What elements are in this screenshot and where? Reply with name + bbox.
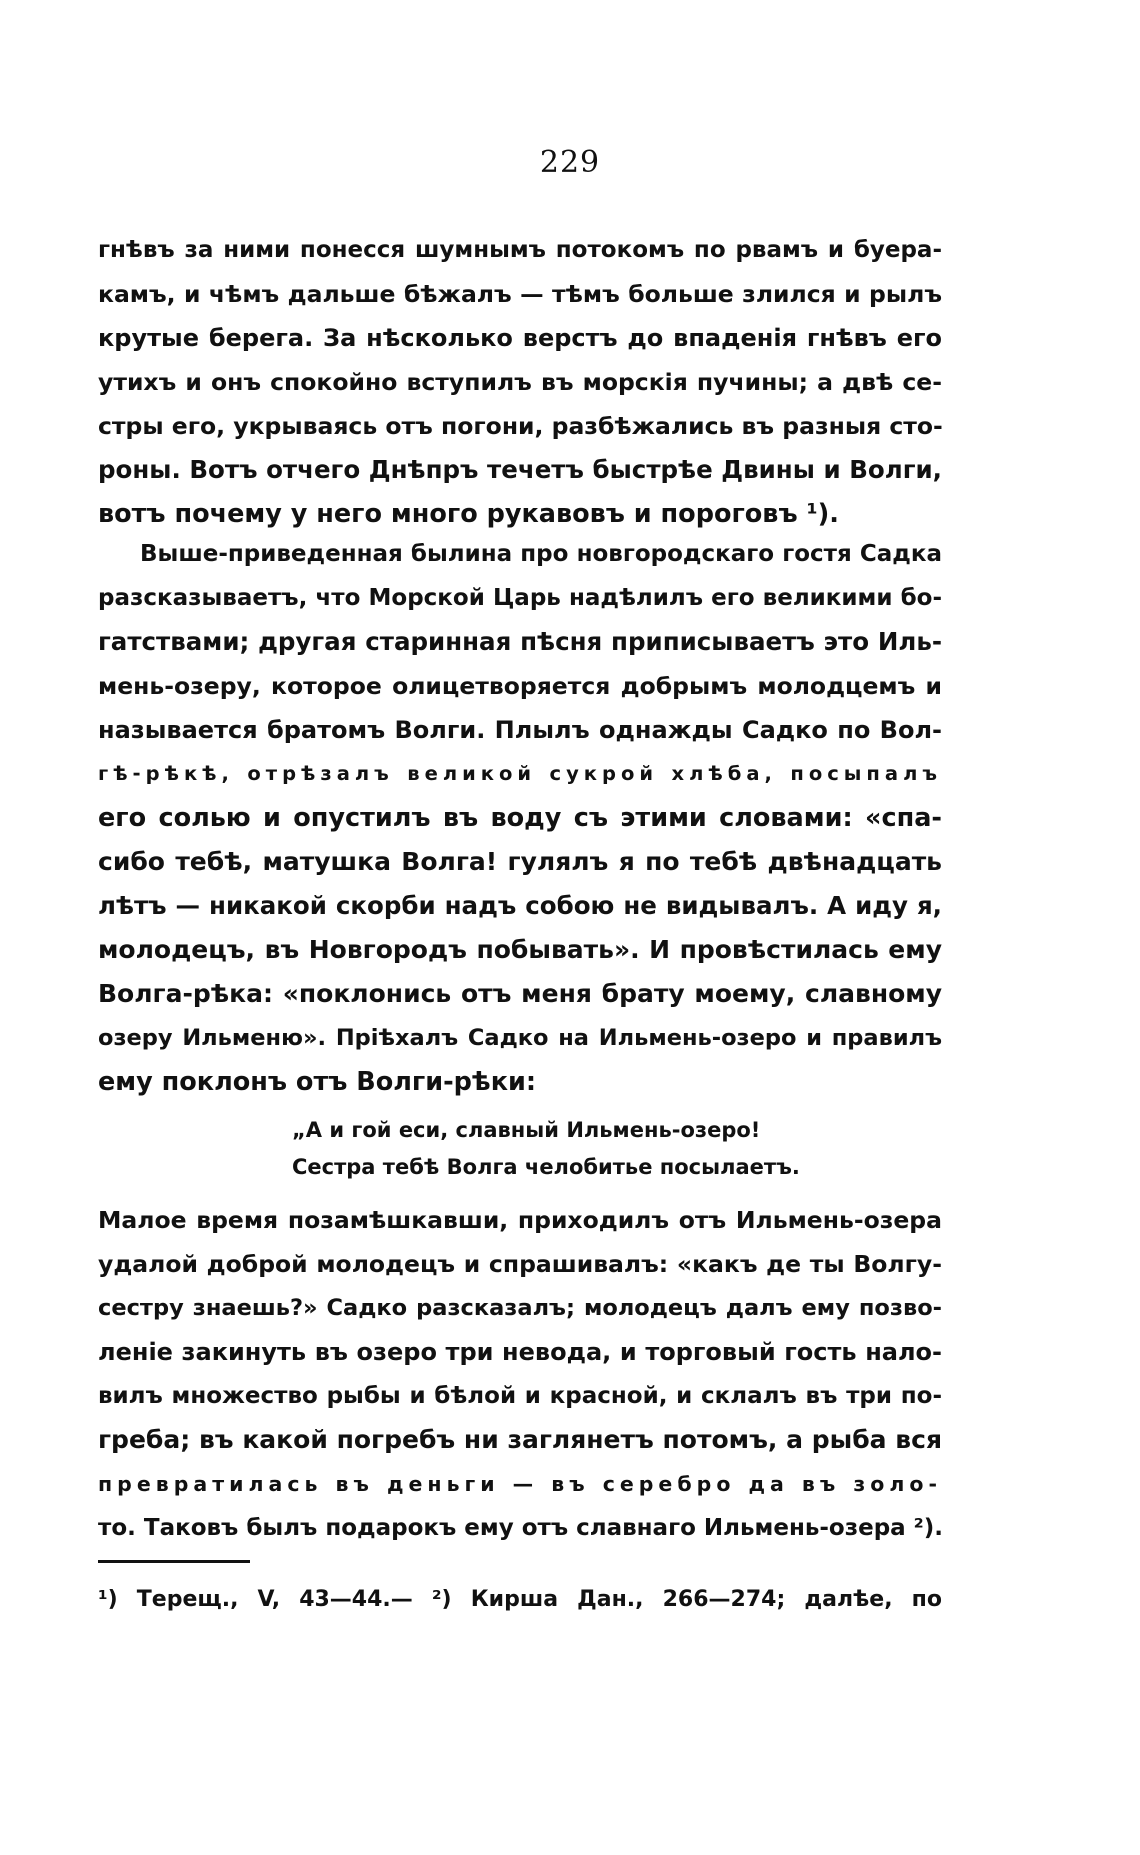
text-line: гѣ-рѣкѣ, отрѣзалъ великой сукрой хлѣба, посыпалъ bbox=[98, 762, 942, 785]
text-line: утихъ и онъ спокойно вступилъ въ морскія пучины; а двѣ се- bbox=[98, 368, 942, 396]
text-line: молодецъ, въ Новгородъ побывать». И провѣстилась ему bbox=[98, 935, 942, 964]
text-line: то. Таковъ былъ подарокъ ему отъ славнаго Ильмень-озера ²). bbox=[98, 1515, 944, 1541]
verse-line: „А и гой еси, славный Ильмень-озеро! bbox=[292, 1118, 761, 1142]
text-line: вилъ множество рыбы и бѣлой и красной, и склалъ въ три по- bbox=[98, 1383, 942, 1409]
text-line: Выше-приведенная былина про новгородскаго гостя Садка bbox=[140, 541, 942, 567]
text-line: гнѣвъ за ними понесся шумнымъ потокомъ по рвамъ и буера- bbox=[98, 237, 942, 263]
text-line: стры его, укрываясь отъ погони, разбѣжались въ разныя сто- bbox=[98, 412, 943, 440]
text-line: его солью и опустилъ въ воду съ этими словами: «спа- bbox=[98, 803, 942, 833]
footnotes: ¹) Терещ., V, 43—44.— ²) Кирша Дан., 266—274; далѣе, по bbox=[98, 1587, 942, 1612]
verse-line: Сестра тебѣ Волга челобитье посылаетъ. bbox=[292, 1155, 800, 1179]
paragraph-1 bbox=[98, 228, 942, 536]
text-line: крутые берега. За нѣсколько верстъ до впаденія гнѣвъ его bbox=[98, 324, 942, 352]
text-line: гатствами; другая старинная пѣсня приписываетъ это Иль- bbox=[98, 627, 942, 656]
text-line: вотъ почему у него много рукавовъ и пороговъ ¹). bbox=[98, 499, 839, 529]
text-line: ему поклонъ отъ Волги-рѣки: bbox=[98, 1067, 537, 1097]
text-line: сибо тебѣ, матушка Волга! гулялъ я по тебѣ двѣнадцать bbox=[98, 847, 942, 876]
text-line: камъ, и чѣмъ дальше бѣжалъ — тѣмъ больше злился и рылъ bbox=[98, 280, 942, 308]
text-line: греба; въ какой погребъ ни заглянетъ потомъ, а рыба вся bbox=[98, 1425, 942, 1454]
text-line: называется братомъ Волги. Плылъ однажды Садко по Вол- bbox=[98, 716, 942, 744]
text-line: мень-озеру, которое олицетворяется добрымъ молодцемъ и bbox=[98, 672, 942, 700]
text-line: сестру знаешь?» Садко разсказалъ; молодецъ далъ ему позво- bbox=[98, 1295, 942, 1321]
verse-quote bbox=[0, 1112, 1140, 1186]
text-line: роны. Вотъ отчего Днѣпръ течетъ быстрѣе Двины и Волги, bbox=[98, 455, 942, 484]
footnote-divider bbox=[98, 1560, 250, 1563]
text-line: лѣтъ — никакой скорби надъ собою не видывалъ. А иду я, bbox=[98, 891, 942, 920]
paragraph-3 bbox=[98, 1198, 942, 1550]
paragraph-2 bbox=[98, 532, 942, 1104]
text-line: озеру Ильменю». Пріѣхалъ Садко на Ильмень-озеро и правилъ bbox=[98, 1025, 942, 1051]
text-line: удалой доброй молодецъ и спрашивалъ: «какъ де ты Волгу- bbox=[98, 1250, 942, 1278]
text-line: Волга-рѣка: «поклонись отъ меня брату моему, славному bbox=[98, 979, 942, 1008]
text-line: леніе закинуть въ озеро три невода, и торговый гость нало- bbox=[98, 1338, 942, 1366]
page-number: 229 bbox=[539, 145, 601, 180]
text-line: превратилась въ деньги — въ серебро да въ золо- bbox=[98, 1472, 942, 1496]
text-line: разсказываетъ, что Морской Царь надѣлилъ его великими бо- bbox=[98, 585, 942, 611]
text-line: Малое время позамѣшкавши, приходилъ отъ Ильмень-озера bbox=[98, 1206, 942, 1234]
